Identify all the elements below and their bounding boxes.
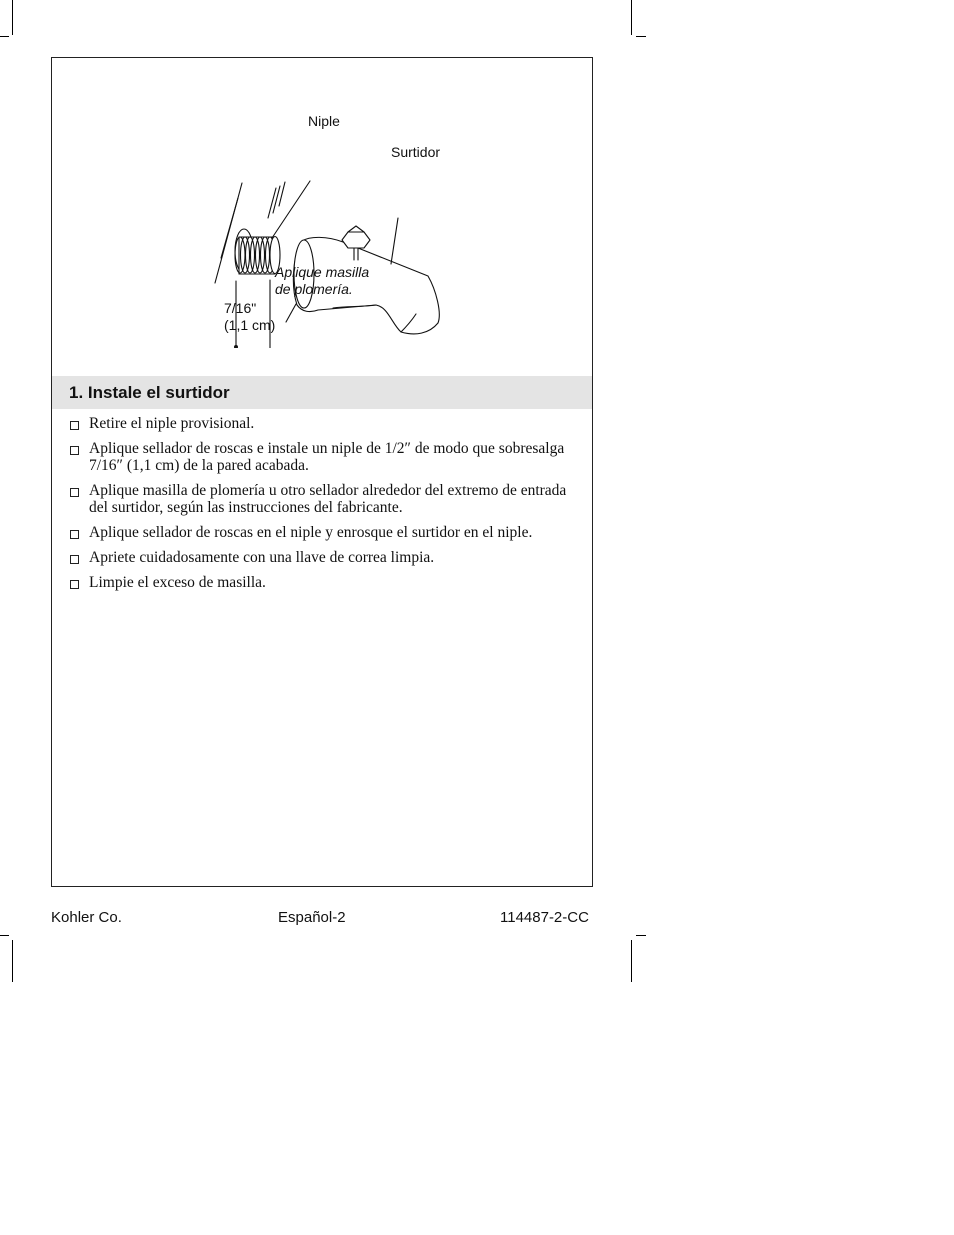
step-item xyxy=(70,482,570,516)
crop-mark-bottom-right-h xyxy=(636,935,646,936)
step-item xyxy=(70,440,570,474)
section-title: 1. Instale el surtidor xyxy=(69,383,230,402)
crop-mark-bottom-right-v xyxy=(631,940,632,982)
checkbox-bullet-icon xyxy=(70,488,79,497)
footer-page-number: Español-2 xyxy=(278,909,346,926)
crop-mark-top-right-h xyxy=(636,36,646,37)
checkbox-bullet-icon xyxy=(70,421,79,430)
label-nipple: Niple xyxy=(308,113,340,129)
step-item xyxy=(70,574,570,591)
label-spout: Surtidor xyxy=(391,144,441,160)
label-putty-line-2: de plomería. xyxy=(275,281,353,297)
crop-mark-bottom-left-v xyxy=(12,940,13,982)
label-dimension-line-1: 7/16" xyxy=(224,300,257,316)
instruction-frame xyxy=(51,57,593,887)
step-text: Limpie el exceso de masilla. xyxy=(89,574,266,591)
footer-document-number: 114487-2-CC xyxy=(500,909,589,926)
step-item xyxy=(70,549,570,566)
step-text: Apriete cuidadosamente con una llave de correa limpia. xyxy=(89,549,435,566)
label-dimension-line-2: (1,1 cm) xyxy=(224,317,276,333)
checkbox-bullet-icon xyxy=(70,580,79,589)
crop-mark-top-left-v xyxy=(12,0,13,35)
step-item xyxy=(70,415,570,432)
step-text: Aplique sellador de roscas e instale un niple de 1/2″ de modo que sobresalga 7/16″ (1,1 cm) de la pared acabada. xyxy=(89,440,565,474)
label-putty-line-1: Aplique masilla xyxy=(275,264,370,280)
step-list xyxy=(70,415,570,599)
crop-mark-top-right-v xyxy=(631,0,632,35)
checkbox-bullet-icon xyxy=(70,555,79,564)
crop-mark-bottom-left-h xyxy=(0,935,9,936)
section-heading-band xyxy=(52,376,592,409)
step-text: Retire el niple provisional. xyxy=(89,415,255,432)
footer-company: Kohler Co. xyxy=(51,909,122,926)
step-text: Aplique masilla de plomería u otro sellador alrededor del extremo de entrada del surtidor, según las instrucciones del fabricante. xyxy=(89,482,567,516)
checkbox-bullet-icon xyxy=(70,530,79,539)
crop-mark-top-left-h xyxy=(0,36,9,37)
step-text: Aplique sellador de roscas en el niple y enrosque el surtidor en el niple. xyxy=(89,524,533,541)
checkbox-bullet-icon xyxy=(70,446,79,455)
step-item xyxy=(70,524,570,541)
